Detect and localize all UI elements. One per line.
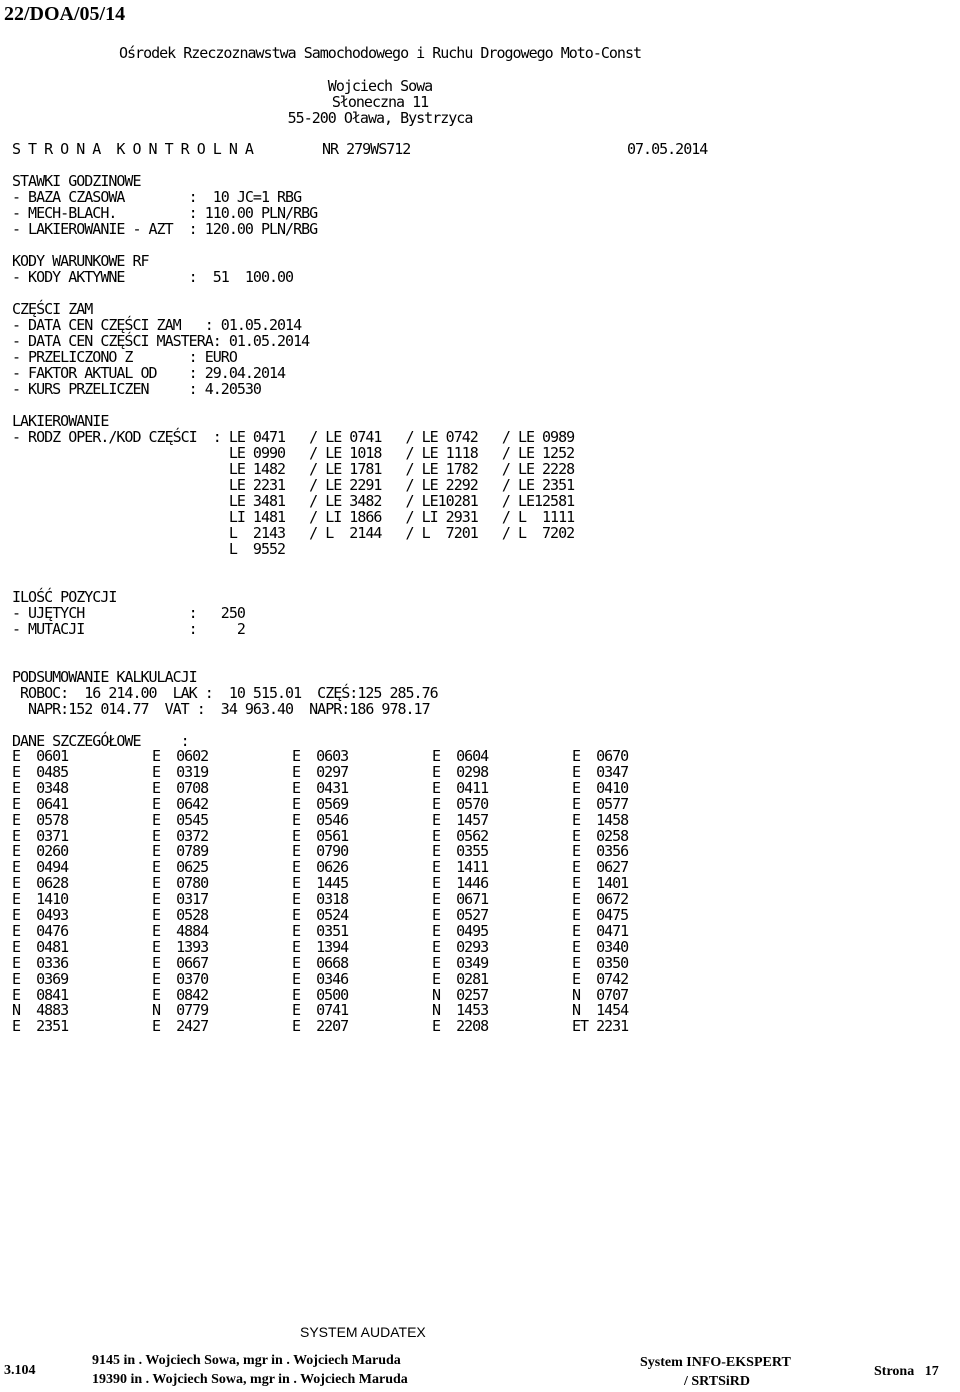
table-row <box>12 1002 712 1018</box>
table-cell: E 2207 <box>292 1017 349 1035</box>
table-cell: E 0789 <box>152 842 209 860</box>
table-cell: E 0348 <box>12 779 69 797</box>
table-row <box>12 764 712 780</box>
center-line: 55-200 Oława, Bystrzyca <box>287 109 473 127</box>
table-cell: E 0297 <box>292 763 349 781</box>
table-cell: E 0790 <box>292 842 349 860</box>
footer-author-line-1: 9145 in . Wojciech Sowa, mgr in . Wojciech Maruda <box>92 1353 401 1368</box>
table-cell: E 0410 <box>572 779 629 797</box>
table-row <box>12 796 712 812</box>
table-cell: E 0671 <box>432 890 489 908</box>
table-cell: E 1446 <box>432 874 489 892</box>
table-cell: E 0780 <box>152 874 209 892</box>
table-cell: N 0257 <box>432 986 489 1004</box>
report-line: L 9552 <box>12 540 286 558</box>
table-cell: E 0570 <box>432 795 489 813</box>
table-row <box>12 875 712 891</box>
table-cell: E 0569 <box>292 795 349 813</box>
report-line: STAWKI GODZINOWE <box>12 172 141 190</box>
table-cell: E 0318 <box>292 890 349 908</box>
footer-product-suffix: / SRTSiRD <box>684 1374 751 1389</box>
table-cell: E 0546 <box>292 811 349 829</box>
table-cell: E 1394 <box>292 938 349 956</box>
footer-product-name: System INFO-EKSPERT <box>640 1355 791 1370</box>
table-cell: E 0670 <box>572 747 629 765</box>
table-row <box>12 907 712 923</box>
table-cell: E 0493 <box>12 906 69 924</box>
table-cell: N 0707 <box>572 986 629 1004</box>
report-line: LE 1482 / LE 1781 / LE 1782 / LE 2228 <box>12 460 575 478</box>
center-line: Słoneczna 11 <box>331 93 429 111</box>
report-line: - UJĘTYCH : 250 <box>12 604 245 622</box>
table-cell: E 0668 <box>292 954 349 972</box>
document-id-header: 22/DOA/05/14 <box>4 3 126 25</box>
table-cell: E 0561 <box>292 827 349 845</box>
table-cell: E 0475 <box>572 906 629 924</box>
table-row <box>12 891 712 907</box>
table-cell: E 0626 <box>292 858 349 876</box>
report-line: LE 2231 / LE 2291 / LE 2292 / LE 2351 <box>12 476 575 494</box>
table-cell: E 0347 <box>572 763 629 781</box>
table-cell: E 0350 <box>572 954 629 972</box>
footer-page-number: Strona 17 <box>874 1364 939 1379</box>
table-cell: E 0371 <box>12 827 69 845</box>
table-cell: E 0527 <box>432 906 489 924</box>
table-cell: E 0604 <box>432 747 489 765</box>
table-cell: E 0260 <box>12 842 69 860</box>
table-cell: N 1454 <box>572 1001 629 1019</box>
table-row <box>12 1018 712 1034</box>
center-line: Ośrodek Rzeczoznawstwa Samochodowego i Ruchu Drogowego Moto-Const <box>119 44 641 62</box>
report-line: KODY WARUNKOWE RF <box>12 252 149 270</box>
table-cell: E 0293 <box>432 938 489 956</box>
table-cell: E 0625 <box>152 858 209 876</box>
table-cell: E 0602 <box>152 747 209 765</box>
control-page-date: 07.05.2014 <box>627 140 708 158</box>
table-cell: E 4884 <box>152 922 209 940</box>
report-line: NAPR:152 014.77 VAT : 34 963.40 NAPR:186 978.17 <box>12 700 430 718</box>
report-line: PODSUMOWANIE KALKULACJI <box>12 668 197 686</box>
table-cell: E 0369 <box>12 970 69 988</box>
table-cell: E 0485 <box>12 763 69 781</box>
table-cell: E 0317 <box>152 890 209 908</box>
table-cell: E 1457 <box>432 811 489 829</box>
report-line: LE 0990 / LE 1018 / LE 1118 / LE 1252 <box>12 444 575 462</box>
table-cell: E 0319 <box>152 763 209 781</box>
report-line: - PRZELICZONO Z : EURO <box>12 348 237 366</box>
table-cell: E 2427 <box>152 1017 209 1035</box>
report-line: ROBOC: 16 214.00 LAK : 10 515.01 CZĘŚ:125 285.76 <box>12 684 438 702</box>
control-page-number: NR 279WS712 <box>322 140 411 158</box>
table-row <box>12 923 712 939</box>
report-line: DANE SZCZEGÓŁOWE : <box>12 732 189 750</box>
report-line: - MUTACJI : 2 <box>12 620 245 638</box>
table-row <box>12 955 712 971</box>
report-line: - LAKIEROWANIE - AZT : 120.00 PLN/RBG <box>12 220 318 238</box>
table-cell: N 4883 <box>12 1001 69 1019</box>
table-cell: E 0476 <box>12 922 69 940</box>
report-line: - RODZ OPER./KOD CZĘŚCI : LE 0471 / LE 0741 / LE 0742 / LE 0989 <box>12 428 575 446</box>
table-cell: E 2208 <box>432 1017 489 1035</box>
table-cell: E 0641 <box>12 795 69 813</box>
table-cell: E 0298 <box>432 763 489 781</box>
table-cell: E 0349 <box>432 954 489 972</box>
table-cell: E 1411 <box>432 858 489 876</box>
report-line: - MECH-BLACH. : 110.00 PLN/RBG <box>12 204 318 222</box>
table-cell: E 1393 <box>152 938 209 956</box>
table-cell: E 1401 <box>572 874 629 892</box>
table-cell: E 0601 <box>12 747 69 765</box>
table-cell: E 0494 <box>12 858 69 876</box>
table-cell: E 0545 <box>152 811 209 829</box>
table-row <box>12 812 712 828</box>
report-line: - KURS PRZELICZEN : 4.20530 <box>12 380 261 398</box>
table-cell: E 0346 <box>292 970 349 988</box>
report-line: LAKIEROWANIE <box>12 412 109 430</box>
table-cell: E 0471 <box>572 922 629 940</box>
center-line: Wojciech Sowa <box>327 77 433 95</box>
table-cell: E 0524 <box>292 906 349 924</box>
report-line: - KODY AKTYWNE : 51 100.00 <box>12 268 294 286</box>
table-cell: E 0642 <box>152 795 209 813</box>
report-line: - DATA CEN CZĘŚCI MASTERA: 01.05.2014 <box>12 332 310 350</box>
table-cell: E 0356 <box>572 842 629 860</box>
report-line: CZĘŚCI ZAM <box>12 300 93 318</box>
footer-version: 3.104 <box>4 1363 36 1378</box>
table-cell: E 0370 <box>152 970 209 988</box>
control-page-label: S T R O N A K O N T R O L N A <box>12 140 253 158</box>
table-cell: E 0742 <box>572 970 629 988</box>
report-line: LE 3481 / LE 3482 / LE10281 / LE12581 <box>12 492 575 510</box>
table-cell: E 0340 <box>572 938 629 956</box>
table-cell: E 0336 <box>12 954 69 972</box>
table-row <box>12 780 712 796</box>
table-row <box>12 748 712 764</box>
table-cell: E 0355 <box>432 842 489 860</box>
table-cell: E 0528 <box>152 906 209 924</box>
report-line: LI 1481 / LI 1866 / LI 2931 / L 1111 <box>12 508 575 526</box>
table-cell: E 0603 <box>292 747 349 765</box>
report-line: - BAZA CZASOWA : 10 JC=1 RBG <box>12 188 302 206</box>
table-cell: E 0627 <box>572 858 629 876</box>
table-cell: E 0708 <box>152 779 209 797</box>
table-cell: E 0741 <box>292 1001 349 1019</box>
table-row <box>12 971 712 987</box>
table-cell: E 0281 <box>432 970 489 988</box>
table-cell: E 0481 <box>12 938 69 956</box>
report-line: - FAKTOR AKTUAL OD : 29.04.2014 <box>12 364 286 382</box>
table-cell: E 0411 <box>432 779 489 797</box>
table-cell: E 2351 <box>12 1017 69 1035</box>
table-cell: E 0577 <box>572 795 629 813</box>
table-cell: E 0667 <box>152 954 209 972</box>
table-cell: E 0495 <box>432 922 489 940</box>
table-cell: E 0500 <box>292 986 349 1004</box>
table-row <box>12 859 712 875</box>
table-cell: E 0351 <box>292 922 349 940</box>
table-cell: ET 2231 <box>572 1017 629 1035</box>
report-line: L 2143 / L 2144 / L 7201 / L 7202 <box>12 524 575 542</box>
table-cell: E 0258 <box>572 827 629 845</box>
table-cell: N 0779 <box>152 1001 209 1019</box>
report-line: ILOŚĆ POZYCJI <box>12 588 117 606</box>
table-cell: E 0628 <box>12 874 69 892</box>
report-line: - DATA CEN CZĘŚCI ZAM : 01.05.2014 <box>12 316 302 334</box>
table-row <box>12 939 712 955</box>
table-row <box>12 843 712 859</box>
table-cell: E 0842 <box>152 986 209 1004</box>
table-cell: E 1410 <box>12 890 69 908</box>
table-cell: E 0578 <box>12 811 69 829</box>
table-cell: E 1458 <box>572 811 629 829</box>
table-cell: E 0841 <box>12 986 69 1004</box>
table-cell: E 0431 <box>292 779 349 797</box>
table-cell: E 0672 <box>572 890 629 908</box>
footer-system: SYSTEM AUDATEX <box>300 1324 426 1340</box>
table-cell: E 0562 <box>432 827 489 845</box>
table-cell: N 1453 <box>432 1001 489 1019</box>
table-cell: E 0372 <box>152 827 209 845</box>
table-cell: E 1445 <box>292 874 349 892</box>
footer-author-line-2: 19390 in . Wojciech Sowa, mgr in . Wojciech Maruda <box>92 1372 408 1387</box>
